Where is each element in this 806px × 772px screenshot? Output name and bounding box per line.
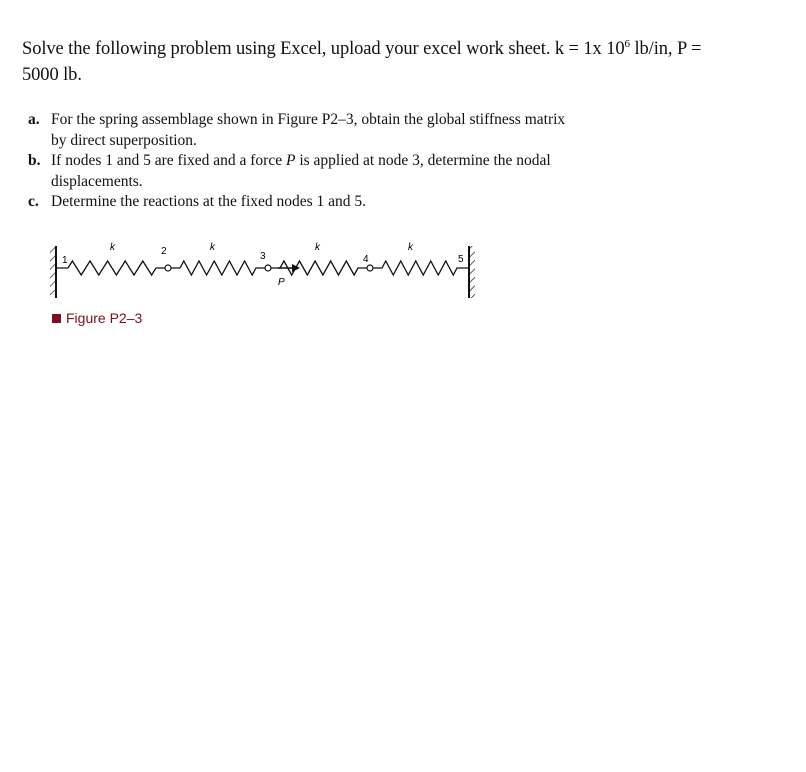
part-a — [28, 110, 648, 151]
part-b — [28, 151, 648, 192]
spring-element — [370, 261, 469, 275]
spring-label-k: k — [408, 242, 413, 253]
spring-element — [56, 261, 168, 275]
exponent: 6 — [624, 38, 630, 50]
problem-statement — [22, 36, 782, 88]
spring-label-k: k — [110, 242, 115, 253]
part-label: c. — [28, 193, 39, 210]
node-label-1: 1 — [62, 255, 68, 266]
spring-label-k: k — [210, 242, 215, 253]
part-label: b. — [28, 152, 41, 169]
part-label: a. — [28, 111, 40, 128]
caption-square-icon — [52, 314, 61, 323]
node-circle — [367, 265, 373, 271]
spring-assemblage-figure — [40, 228, 500, 308]
part-text: Determine the reactions at the fixed nodes 1 and 5. — [51, 193, 367, 210]
part-c — [28, 192, 648, 213]
part-text: If nodes 1 and 5 are fixed and a force P is applied at node 3, determine the nodal displacements. — [51, 152, 551, 190]
figure-caption — [52, 310, 142, 326]
question-parts — [28, 110, 648, 213]
caption-text: Figure P2–3 — [66, 310, 143, 326]
left-wall — [50, 246, 56, 298]
spring-label-k: k — [315, 242, 320, 253]
node-circle — [165, 265, 171, 271]
intro-line-1: Solve the following problem using Excel, upload your excel work sheet. k = 1x 10 — [22, 39, 625, 59]
node-label-3: 3 — [260, 251, 266, 262]
intro-line-2: 5000 lb. — [22, 65, 82, 85]
node-label-2: 2 — [161, 246, 167, 257]
springs — [56, 261, 469, 275]
node-label-4: 4 — [363, 254, 369, 265]
spring-element — [168, 261, 268, 275]
node-circle — [265, 265, 271, 271]
right-wall — [469, 246, 475, 298]
part-text: For the spring assemblage shown in Figure P2–3, obtain the global stiffness matrix by direct superposition. — [51, 111, 566, 149]
intro-line-1-end: lb/in, P = — [629, 39, 702, 59]
force-label-p: P — [278, 277, 285, 288]
node-label-5: 5 — [458, 254, 464, 265]
